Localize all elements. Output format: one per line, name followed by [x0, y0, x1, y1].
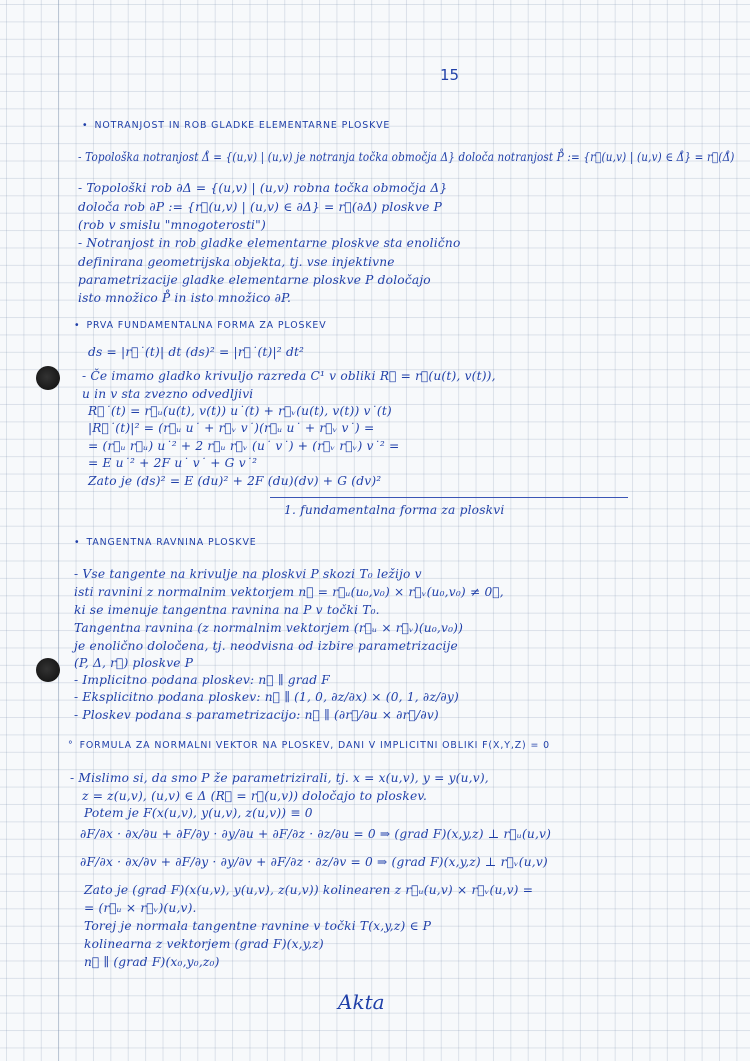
section-heading-interior-boundary: • NOTRANJOST IN ROB GLADKE ELEMENTARNE PLOSKVE: [82, 120, 391, 131]
text-line: definirana geometrijska objekta, tj. vse injektivne: [78, 255, 395, 269]
text-line: - Eksplicitno podana ploskev: n⃗ ∥ (1, 0, ∂z/∂x) × (0, 1, ∂z/∂y): [74, 690, 459, 704]
text-line: n⃗ ∥ (grad F)(x₀,y₀,z₀): [84, 955, 220, 969]
section-heading-first-fundamental-form: • PRVA FUNDAMENTALNA FORMA ZA PLOSKEV: [74, 320, 327, 331]
text-line: = (r⃗ᵤ r⃗ᵤ) u˙² + 2 r⃗ᵤ r⃗ᵥ (u˙ v˙) + (r⃗ᵥ r⃗ᵥ) v˙² =: [88, 439, 400, 453]
text-line: ki se imenuje tangentna ravnina na P v točki T₀.: [74, 603, 380, 617]
signature: Akta: [338, 990, 385, 1014]
margin-line: [58, 0, 59, 1061]
text-line: je enolično določena, tj. neodvisna od izbire parametrizacije: [74, 639, 458, 653]
text-line: - Notranjost in rob gladke elementarne ploskve sta enolično: [78, 236, 461, 250]
section-heading-normal-vector-formula: ° FORMULA ZA NORMALNI VEKTOR NA PLOSKEV, DANI V IMPLICITNI OBLIKI F(X,Y,Z) = 0: [68, 740, 550, 751]
underline: [270, 497, 628, 498]
page-number: 15: [440, 66, 460, 84]
text-line: - Topološka notranjost Δ̊ = {(u,v) | (u,v) je notranja točka območja Δ} določa notranjost P̊ := {r⃗(u,v) | (u,v) ∈ Δ̊} = r⃗(Δ̊): [78, 150, 735, 164]
text-line: Zato je (grad F)(x(u,v), y(u,v), z(u,v)) kolinearen z r⃗ᵤ(u,v) × r⃗ᵥ(u,v) =: [84, 883, 534, 897]
text-line: 1. fundamentalna forma za ploskvi: [284, 503, 505, 517]
text-line: ∂F/∂x · ∂x/∂v + ∂F/∂y · ∂y/∂v + ∂F/∂z · ∂z/∂v = 0 ⇒ (grad F)(x,y,z) ⊥ r⃗ᵥ(u,v): [80, 855, 548, 869]
text-line: Potem je F(x(u,v), y(u,v), z(u,v)) ≡ 0: [84, 806, 313, 820]
text-line: - Ploskev podana s parametrizacijo: n⃗ ∥ (∂r⃗/∂u × ∂r⃗/∂v): [74, 708, 439, 722]
text-line: |R⃗˙(t)|² = (r⃗ᵤ u˙ + r⃗ᵥ v˙)(r⃗ᵤ u˙ + r⃗ᵥ v˙) =: [88, 421, 375, 435]
text-line: Tangentna ravnina (z normalnim vektorjem (r⃗ᵤ × r⃗ᵥ)(u₀,v₀)): [74, 621, 464, 635]
text-line: isto množico P̊ in isto množico ∂P.: [78, 291, 292, 305]
text-line: kolinearna z vektorjem (grad F)(x,y,z): [84, 937, 324, 951]
text-line: ∂F/∂x · ∂x/∂u + ∂F/∂y · ∂y/∂u + ∂F/∂z · ∂z/∂u = 0 ⇒ (grad F)(x,y,z) ⊥ r⃗ᵤ(u,v): [80, 827, 552, 841]
text-line: Zato je (ds)² = E (du)² + 2F (du)(dv) + G (dv)²: [88, 474, 382, 488]
text-line: (rob v smislu "mnogoterosti"): [78, 218, 266, 232]
binder-hole-top: [36, 366, 60, 390]
text-line: = E u˙² + 2F u˙ v˙ + G v˙²: [88, 456, 258, 470]
text-line: (P, Δ, r⃗) ploskve P: [74, 656, 194, 670]
text-line: parametrizacije gladke elementarne ploskve P določajo: [78, 273, 431, 287]
text-line: isti ravnini z normalnim vektorjem n⃗ = r⃗ᵤ(u₀,v₀) × r⃗ᵥ(u₀,v₀) ≠ 0⃗,: [74, 585, 504, 599]
text-line: z = z(u,v), (u,v) ∈ Δ (R⃗ = r⃗(u,v)) določajo to ploskev.: [82, 789, 428, 803]
text-line: - Mislimo si, da smo P že parametrizirali, tj. x = x(u,v), y = y(u,v),: [70, 771, 489, 785]
text-line: - Če imamo gladko krivuljo razreda C¹ v obliki R⃗ = r⃗(u(t), v(t)),: [82, 369, 496, 383]
text-line: ds = |r⃗˙(t)| dt (ds)² = |r⃗˙(t)|² dt²: [88, 345, 305, 359]
text-line: - Topološki rob ∂Δ = {(u,v) | (u,v) robna točka območja Δ}: [78, 181, 448, 195]
text-line: Torej je normala tangentne ravnine v točki T(x,y,z) ∈ P: [84, 919, 432, 933]
text-line: - Implicitno podana ploskev: n⃗ ∥ grad F: [74, 673, 330, 687]
section-heading-tangent-plane: • TANGENTNA RAVNINA PLOSKVE: [74, 537, 257, 548]
text-line: u in v sta zvezno odvedljivi: [82, 387, 254, 401]
text-line: R⃗˙(t) = r⃗ᵤ(u(t), v(t)) u˙(t) + r⃗ᵥ(u(t), v(t)) v˙(t): [88, 404, 392, 418]
text-line: - Vse tangente na krivulje na ploskvi P skozi T₀ ležijo v: [74, 567, 422, 581]
binder-hole-bottom: [36, 658, 60, 682]
text-line: določa rob ∂P := {r⃗(u,v) | (u,v) ∈ ∂Δ} = r⃗(∂Δ) ploskve P: [78, 200, 442, 214]
text-line: = (r⃗ᵤ × r⃗ᵥ)(u,v).: [84, 901, 197, 915]
